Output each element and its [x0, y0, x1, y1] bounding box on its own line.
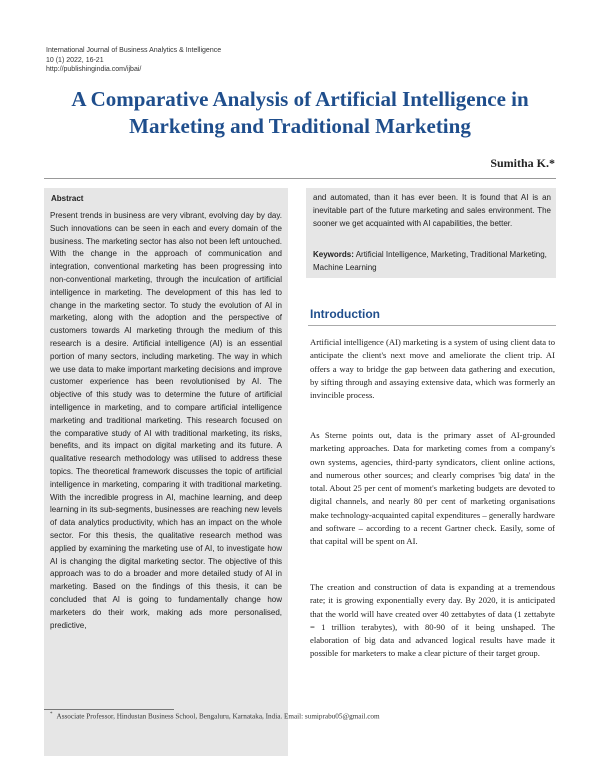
author-name: Sumitha K.* [490, 156, 555, 170]
introduction-heading: Introduction [310, 307, 380, 321]
intro-paragraph-1: Artificial intelligence (AI) marketing is a system of using client data to anticipate the client's next move and ameliorate the client trip. AI offers a way to bridge the gap between data gathering and execution, by sifting through and assaying extensive data, which was formerly an invincible process. [310, 337, 555, 401]
section-divider [308, 325, 556, 326]
footnote-marker: * [50, 712, 53, 717]
abstract-text-continued: and automated, than it has ever been. It is found that AI is an inevitable part of the future marketing and sales environment. The sooner we get acquainted with AI capabilities, the better. [313, 193, 551, 228]
footnote-divider [44, 709, 174, 710]
abstract-text: Present trends in business are very vibrant, evolving day by day. Such innovations can be seen in each and every domain of the business. The marketing sector has also not been left untouched. With the change in the approach of communication and integration, conventional marketing has been progressing into non-conventional marketing, through the inculcation of artificial intelligence in marketing. The development of this has led to change in the marketing sector. To study the evolution of AI in marketing, along with the adoption and the perspective of customers towards AI marketing through the medium of this research is a desire. Artificial intelligence (AI) is an essential portion of many sectors, including marketing. The way in which we use data to make important marketing decisions and improve customer experience has been revolutionised by AI. The objective of this study was to determine the future of artificial intelligence in marketing, and to compare artificial intelligence marketing and traditional marketing. This research focused on the comparative study of AI with traditional marketing, its risks, benefits, and its impact on digital marketing and its future. A qualitative research methodology was utilised to address these topics. The theoretical framework discusses the topic of artificial intelligence in marketing, comparing it with traditional marketing. With the incredible progress in AI, machine learning, and deep learning in its sub-segments, businesses are reaching new levels of data analytics productivity, which has an impact on the whole sector. For this thesis, the qualitative research method was applied by examining the marketing use of AI, to investigate how AI is changing the digital marketing sector. The objective of this approach was to do a broader and more detailed study of AI in marketing. Based on the findings of this thesis, it can be concluded that AI is going to fundamentally change how marketers do their work, making ads more personalised, predictive, [50, 211, 282, 630]
intro-paragraph-3: The creation and construction of data is expanding at a tremendous rate; it is growing exponentially every day. By 2020, it is anticipated that the world will have created over 40 zettabytes of data (1 zettabyte = 1 trillion terabytes), with 80-90 of it being unshaped. The elaboration of big data and advanced logical results have made it possible for marketers to make a clear picture of their target group. [310, 582, 555, 659]
keywords-label: Keywords: [313, 250, 354, 259]
footnote-text: Associate Professor, Hindustan Business School, Bengaluru, Karnataka, India. Email: sumiprabu05@gmail.com [56, 712, 380, 721]
keywords-list: Artificial Intelligence, Marketing, Traditional Marketing, Machine Learning [313, 250, 547, 272]
keywords [313, 249, 551, 275]
paper-title: A Comparative Analysis of Artificial Intelligence in Marketing and Traditional Marketing [71, 87, 529, 138]
journal-url[interactable]: http://publishingindia.com/ijbai/ [46, 66, 142, 73]
intro-paragraph-2: As Sterne points out, data is the primary asset of AI-grounded marketing approaches. Data for marketing comes from a company's own systems, agencies, third-party syndicators, client online actions, and numerous other sources; and clearly comprises 'big data' in the total. About 25 per cent of moment's marketing budgets are devoted to digital channels, and nearly 80 per cent of marketing organisations make technology-acquainted capital expenditures – generally hardware and software – according to a recent Gartner check. Easily, some of that capital will be spent on AI. [310, 430, 555, 547]
journal-issue: 10 (1) 2022, 16-21 [46, 56, 104, 64]
journal-header [46, 46, 221, 75]
abstract-heading: Abstract [51, 194, 84, 203]
header-divider [44, 178, 556, 179]
journal-name: International Journal of Business Analytics & Intelligence [46, 47, 222, 54]
author-footnote [50, 712, 380, 720]
